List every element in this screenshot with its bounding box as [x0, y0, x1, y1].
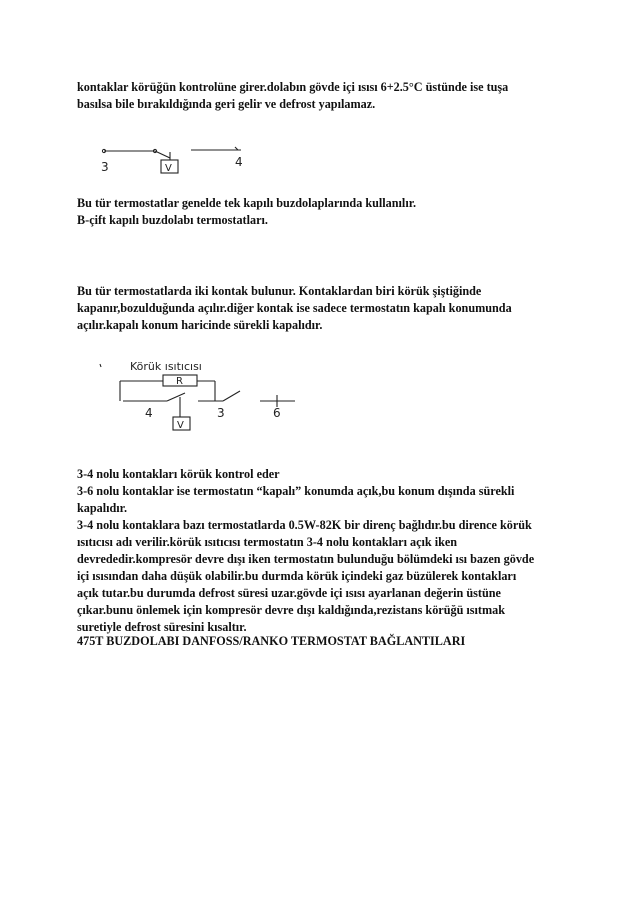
heater-label: Körük ısıtıcısı	[130, 360, 202, 373]
paragraph-bellows-control	[77, 79, 567, 113]
text-line: 3-6 nolu kontaklar ise termostatın “kapalı” konumda açık,bu konum dışında sürekli	[77, 484, 515, 498]
text-line: B-çift kapılı buzdolabı termostatları.	[77, 213, 268, 227]
text-line: Bu tür termostatlarda iki kontak bulunur. Kontaklardan biri körük şiştiğinde	[77, 284, 482, 298]
section-heading	[77, 633, 567, 650]
contact-diagram-double	[95, 355, 305, 435]
box-v-label: V	[165, 163, 172, 174]
text-line: çıkar.bunu önlemek için kompresör devre dışı kaldığında,rezistans körüğü ısıtmak	[77, 603, 505, 617]
resistor-label: R	[176, 376, 183, 387]
terminal-4-label: 4	[145, 406, 153, 420]
text-line: devrededir.kompresör devre dışı iken termostatın bulunduğu bölümdeki ısı bazen gövde	[77, 552, 535, 566]
text-line: ısıtıcısı adı verilir.körük ısıtıcısı termostatın 3-4 nolu kontakları açık iken	[77, 535, 458, 549]
text-line: 3-4 nolu kontaklara bazı termostatlarda 0.5W-82K bir direnç bağlıdır.bu dirence körük	[77, 518, 532, 532]
terminal-3-label: 3	[217, 406, 225, 420]
text-line: kontaklar körüğün kontrolüne girer.dolabın gövde içi ısısı 6+2.5°C üstünde ise tuşa	[77, 80, 509, 94]
text-line: kapalıdır.	[77, 501, 128, 515]
terminal-4-label: 4	[235, 155, 243, 169]
contact-diagram-single	[95, 140, 255, 178]
paragraph-single-door	[77, 195, 567, 229]
text-line: Bu tür termostatlar genelde tek kapılı buzdolaplarında kullanılır.	[77, 196, 417, 210]
heading-text: 475T BUZDOLABI DANFOSS/RANKO TERMOSTAT BAĞLANTILARI	[77, 634, 466, 648]
paragraph-two-contacts	[77, 283, 567, 334]
terminal-6-label: 6	[273, 406, 281, 420]
text-line: basılsa bile bırakıldığında geri gelir ve defrost yapılamaz.	[77, 97, 376, 111]
terminal-3-label: 3	[101, 160, 109, 174]
text-line: açık tutar.bu durumda defrost süresi uzar.gövde içi ısısı ayarlanan değerin üstüne	[77, 586, 501, 600]
box-v-label: V	[177, 420, 184, 431]
text-line: içi ısısından daha düşük olabilir.bu durmda körük içindeki gaz büzülerek kontakları	[77, 569, 517, 583]
paragraph-contact-explanation	[77, 466, 567, 636]
text-line: kapanır,bozulduğunda açılır.diğer kontak ise sadece termostatın kapalı konumunda	[77, 301, 512, 315]
text-line: açılır.kapalı konum haricinde sürekli kapalıdır.	[77, 318, 323, 332]
text-line: suretiyle defrost süresini kısaltır.	[77, 620, 247, 634]
text-line: 3-4 nolu kontakları körük kontrol eder	[77, 467, 280, 481]
